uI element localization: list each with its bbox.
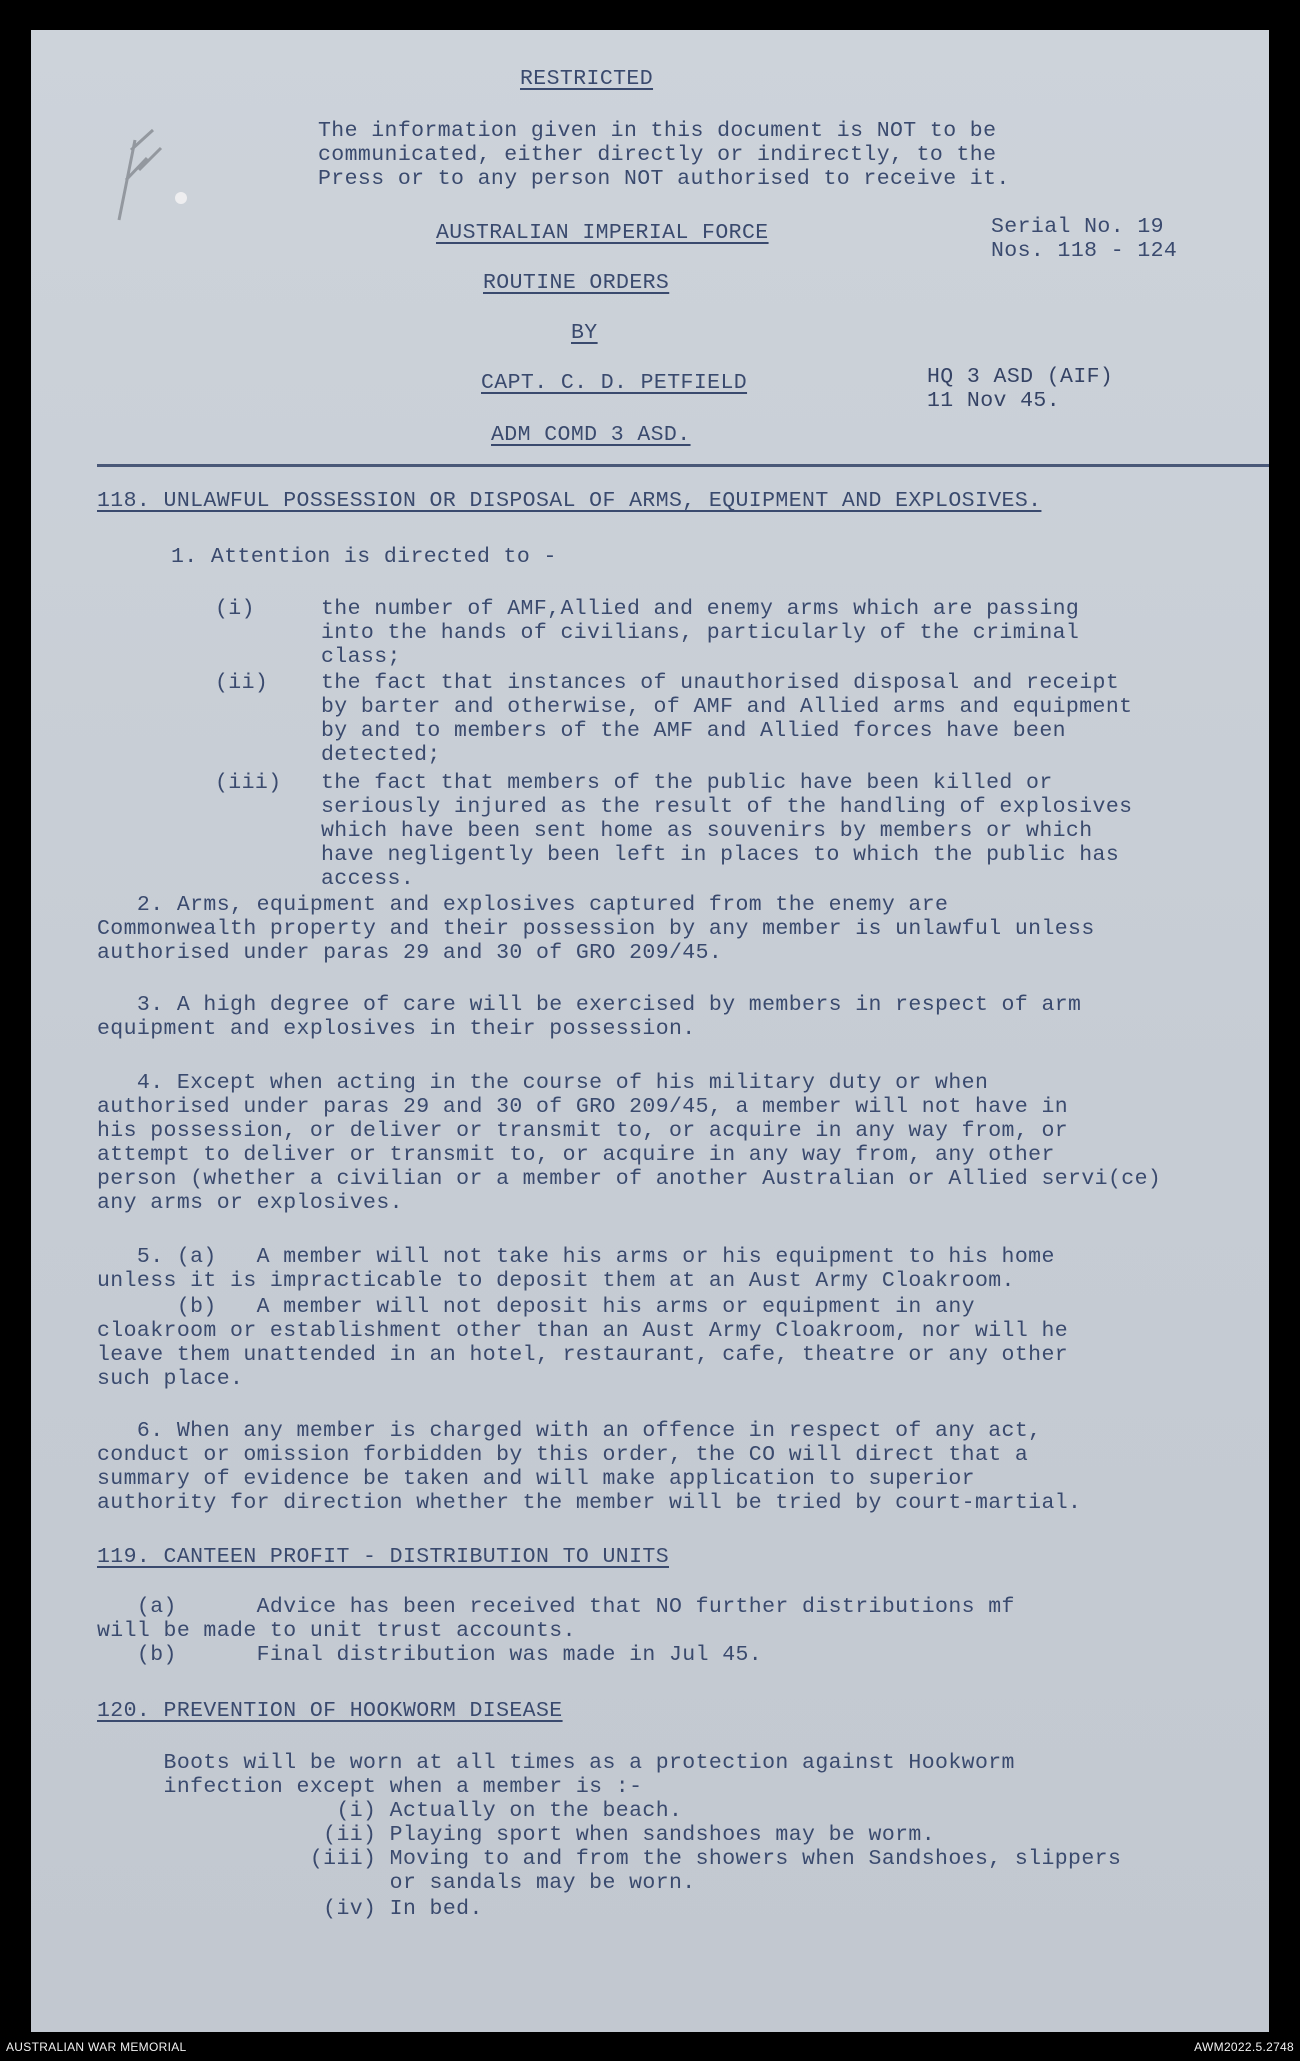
item-ii-line: by and to members of the AMF and Allied forces have been <box>321 719 1066 743</box>
order-numbers: Nos. 118 - 124 <box>991 239 1178 263</box>
item-iii-line: which have been sent home as souvenirs by members or which <box>321 819 1093 843</box>
para-5-line: such place. <box>97 1367 244 1391</box>
section-120-line: (iii) Moving to and from the showers when Sandshoes, slippers <box>97 1847 1122 1871</box>
hq-location: HQ 3 ASD (AIF) <box>927 365 1114 389</box>
notice-line: The information given in this document is NOT to be <box>318 119 997 143</box>
para-2-line: authorised under paras 29 and 30 of GRO 209/45. <box>97 941 723 965</box>
section-118-heading: 118. UNLAWFUL POSSESSION OR DISPOSAL OF ARMS, EQUIPMENT AND EXPLOSIVES. <box>97 489 1042 513</box>
para-5-line: cloakroom or establishment other than an Aust Army Cloakroom, nor will he <box>97 1319 1069 1343</box>
para-4-line: any arms or explosives. <box>97 1191 403 1215</box>
para-4-line: 4. Except when acting in the course of his military duty or when <box>97 1071 989 1095</box>
section-119-line: will be made to unit trust accounts. <box>97 1619 576 1643</box>
section-120-line: (ii) Playing sport when sandshoes may be worm. <box>97 1823 936 1847</box>
item-iii-line: access. <box>321 867 415 891</box>
notice-line: Press or to any person NOT authorised to receive it. <box>318 167 1010 191</box>
item-label-ii: (ii) <box>215 671 269 695</box>
pencil-mark-icon <box>91 110 201 240</box>
section-120-heading: 120. PREVENTION OF HOOKWORM DISEASE <box>97 1699 563 1723</box>
restricted-heading: RESTRICTED <box>520 67 654 91</box>
order-date: 11 Nov 45. <box>927 389 1061 413</box>
item-iii-line: the fact that members of the public have been killed or <box>321 771 1053 795</box>
force-title: AUSTRALIAN IMPERIAL FORCE <box>436 221 769 245</box>
item-iii-line: have negligently been left in places to which the public has <box>321 843 1120 867</box>
item-ii-line: by barter and otherwise, of AMF and Allied arms and equipment <box>321 695 1133 719</box>
document-page <box>31 30 1269 2032</box>
archive-credit: AUSTRALIAN WAR MEMORIAL <box>6 2040 187 2054</box>
archive-reference: AWM2022.5.2748 <box>1194 2040 1294 2054</box>
para-5-line: leave them unattended in an hotel, restaurant, cafe, theatre or any other <box>97 1343 1069 1367</box>
para-2-line: Commonwealth property and their possession by any member is unlawful unless <box>97 917 1095 941</box>
section-120-line: infection except when a member is :- <box>97 1775 643 1799</box>
item-i-line: into the hands of civilians, particularly of the criminal <box>321 621 1080 645</box>
item-ii-line: detected; <box>321 743 441 767</box>
officer-name: CAPT. C. D. PETFIELD <box>481 371 748 395</box>
para-5-line: (b) A member will not deposit his arms or equipment in any <box>97 1295 975 1319</box>
by-label: BY <box>571 321 598 345</box>
section-119-line: (b) Final distribution was made in Jul 45. <box>97 1643 763 1667</box>
section-120-line: or sandals may be worn. <box>97 1871 696 1895</box>
para-6-line: summary of evidence be taken and will make application to superior <box>97 1467 975 1491</box>
para-4-line: authorised under paras 29 and 30 of GRO 209/45, a member will not have in <box>97 1095 1069 1119</box>
para-4-line: attempt to deliver or transmit to, or acquire in any way from, any other <box>97 1143 1055 1167</box>
item-i-line: class; <box>321 645 401 669</box>
routine-orders-title: ROUTINE ORDERS <box>483 271 670 295</box>
item-label-i: (i) <box>215 597 255 621</box>
serial-number: Serial No. 19 <box>991 215 1164 239</box>
para-3-line: 3. A high degree of care will be exercised by members in respect of arm <box>97 993 1082 1017</box>
para-6-line: authority for direction whether the member will be tried by court-martial. <box>97 1491 1082 1515</box>
para-3-line: equipment and explosives in their possession. <box>97 1017 696 1041</box>
notice-line: communicated, either directly or indirectly, to the <box>318 143 997 167</box>
item-i-line: the number of AMF,Allied and enemy arms which are passing <box>321 597 1080 621</box>
para-6-line: conduct or omission forbidden by this order, the CO will direct that a <box>97 1443 1029 1467</box>
para-4-line: his possession, or deliver or transmit to, or acquire in any way from, or <box>97 1119 1069 1143</box>
para-6-line: 6. When any member is charged with an offence in respect of any act, <box>97 1419 1042 1443</box>
item-iii-line: seriously injured as the result of the handling of explosives <box>321 795 1133 819</box>
para-2-line: 2. Arms, equipment and explosives captured from the enemy are <box>97 893 949 917</box>
para-4-line: person (whether a civilian or a member of another Australian or Allied servi(ce) <box>97 1167 1162 1191</box>
para-5-line: unless it is impracticable to deposit them at an Aust Army Cloakroom. <box>97 1269 1015 1293</box>
para-5-line: 5. (a) A member will not take his arms or his equipment to his home <box>97 1245 1055 1269</box>
section-120-line: Boots will be worn at all times as a protection against Hookworm <box>97 1751 1015 1775</box>
item-ii-line: the fact that instances of unauthorised disposal and receipt <box>321 671 1120 695</box>
section-120-line: (i) Actually on the beach. <box>97 1799 683 1823</box>
section-119-heading: 119. CANTEEN PROFIT - DISTRIBUTION TO UNITS <box>97 1545 669 1569</box>
item-label-iii: (iii) <box>215 771 282 795</box>
para-1: 1. Attention is directed to - <box>171 545 557 569</box>
section-119-line: (a) Advice has been received that NO further distributions mf <box>97 1595 1015 1619</box>
command-title: ADM COMD 3 ASD. <box>491 423 691 447</box>
header-divider <box>97 464 1269 467</box>
section-120-line: (iv) In bed. <box>97 1897 483 1921</box>
